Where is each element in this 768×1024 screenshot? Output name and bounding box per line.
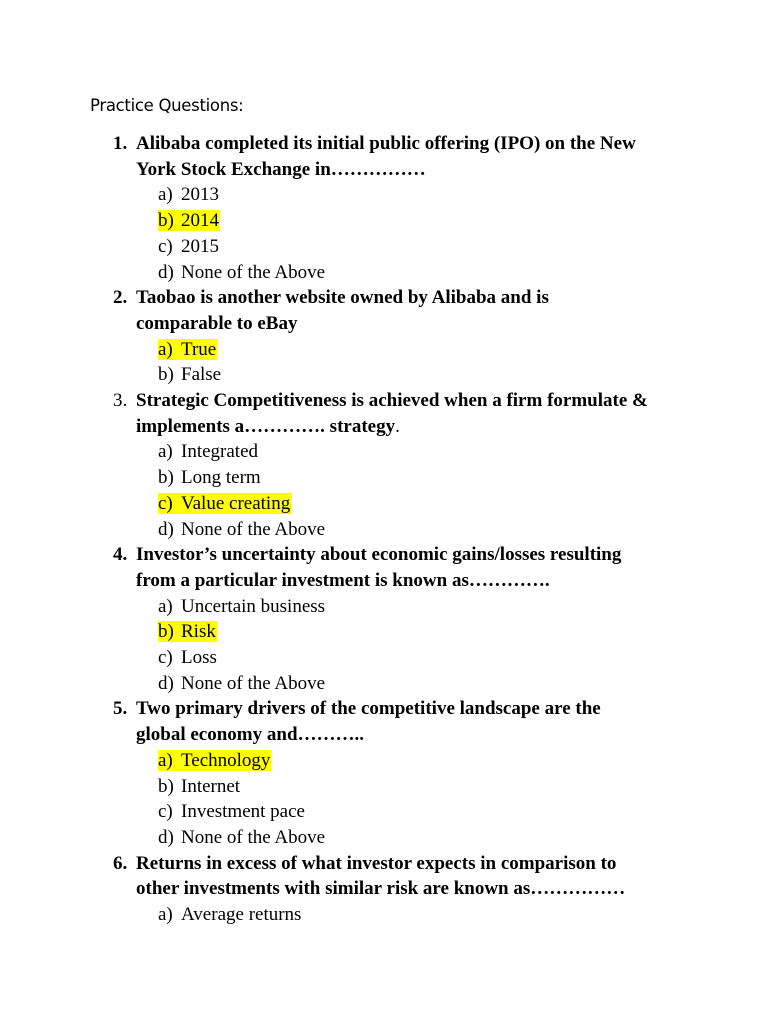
option-text: Risk	[181, 621, 216, 643]
option-b	[158, 362, 768, 388]
option-text: Average returns	[181, 904, 302, 926]
option-text: Value creating	[181, 492, 291, 514]
option-text: None of the Above	[181, 261, 326, 283]
option-letter: c)	[158, 235, 173, 257]
option-text: None of the Above	[181, 826, 326, 848]
option-letter: a)	[158, 904, 173, 926]
question-3	[0, 388, 768, 542]
option-letter: a)	[158, 749, 173, 771]
question-5	[0, 696, 768, 850]
option-text: None of the Above	[181, 518, 326, 540]
option-b	[158, 465, 768, 491]
option-d	[158, 260, 768, 286]
question-number: 1.	[113, 133, 128, 154]
option-letter: a)	[158, 184, 173, 206]
question-text-line: Strategic Competitiveness is achieved when a firm formulate &	[136, 390, 648, 412]
option-c	[158, 645, 768, 671]
option-letter: a)	[158, 595, 173, 617]
question-2	[0, 285, 768, 388]
option-text: Loss	[181, 647, 217, 669]
question-text-line: from a particular investment is known as………….	[136, 569, 550, 591]
option-text: Internet	[181, 775, 241, 797]
option-text: 2014	[181, 210, 219, 232]
question-text-line: implements a…………. strategy	[136, 415, 396, 437]
question-text-line: other investments with similar risk are known as……………	[136, 878, 626, 900]
option-letter: a)	[158, 441, 173, 463]
option-letter: c)	[158, 647, 173, 669]
option-d	[158, 825, 768, 851]
question-1	[0, 131, 768, 285]
option-letter: b)	[158, 775, 174, 797]
question-text-line: Alibaba completed its initial public offering (IPO) on the New	[136, 133, 636, 154]
option-c-answer	[158, 491, 768, 517]
question-4	[0, 542, 768, 696]
option-b-answer	[158, 619, 768, 645]
option-a	[158, 182, 768, 208]
option-letter: d)	[158, 672, 174, 694]
option-d	[158, 671, 768, 697]
option-a-answer	[158, 337, 768, 363]
option-letter: b)	[158, 621, 174, 643]
option-letter: c)	[158, 801, 173, 823]
option-letter: d)	[158, 518, 174, 540]
option-d	[158, 517, 768, 543]
option-text: True	[181, 338, 217, 360]
option-text: Long term	[181, 467, 261, 489]
option-letter: a)	[158, 338, 173, 360]
option-c	[158, 234, 768, 260]
question-number: 3.	[113, 390, 128, 412]
option-a	[158, 902, 768, 928]
option-text: 2015	[181, 235, 219, 257]
option-text: None of the Above	[181, 672, 326, 694]
page-heading: Practice Questions:	[90, 96, 244, 115]
option-letter: b)	[158, 364, 174, 386]
question-number: 5.	[113, 698, 128, 720]
option-letter: b)	[158, 210, 174, 232]
option-letter: c)	[158, 492, 173, 514]
option-text: Integrated	[181, 441, 259, 463]
question-text-line: Returns in excess of what investor expects in comparison to	[136, 852, 617, 874]
option-letter: d)	[158, 261, 174, 283]
option-text: 2013	[181, 184, 219, 206]
option-letter: b)	[158, 467, 174, 489]
question-text-line: global economy and………..	[136, 724, 365, 746]
option-b	[158, 774, 768, 800]
question-list	[0, 131, 768, 928]
option-b-answer	[158, 208, 768, 234]
option-text: Uncertain business	[181, 595, 326, 617]
option-text: Investment pace	[181, 801, 305, 823]
option-text: False	[181, 364, 222, 386]
option-c	[158, 799, 768, 825]
question-text-line: York Stock Exchange in……………	[136, 158, 426, 180]
question-6	[0, 851, 768, 928]
option-a-answer	[158, 748, 768, 774]
question-text-line: Two primary drivers of the competitive landscape are the	[136, 698, 601, 720]
question-text-line: comparable to eBay	[136, 312, 298, 334]
option-text: Technology	[181, 749, 271, 771]
option-letter: d)	[158, 826, 174, 848]
question-number: 4.	[113, 544, 128, 566]
question-text-line: Taobao is another website owned by Alibaba and is	[136, 287, 549, 309]
question-number: 6.	[113, 852, 128, 874]
option-a	[158, 439, 768, 465]
option-a	[158, 594, 768, 620]
question-text-line: Investor’s uncertainty about economic gains/losses resulting	[136, 544, 622, 566]
question-trailing-period: .	[395, 415, 400, 437]
question-number: 2.	[113, 287, 128, 309]
